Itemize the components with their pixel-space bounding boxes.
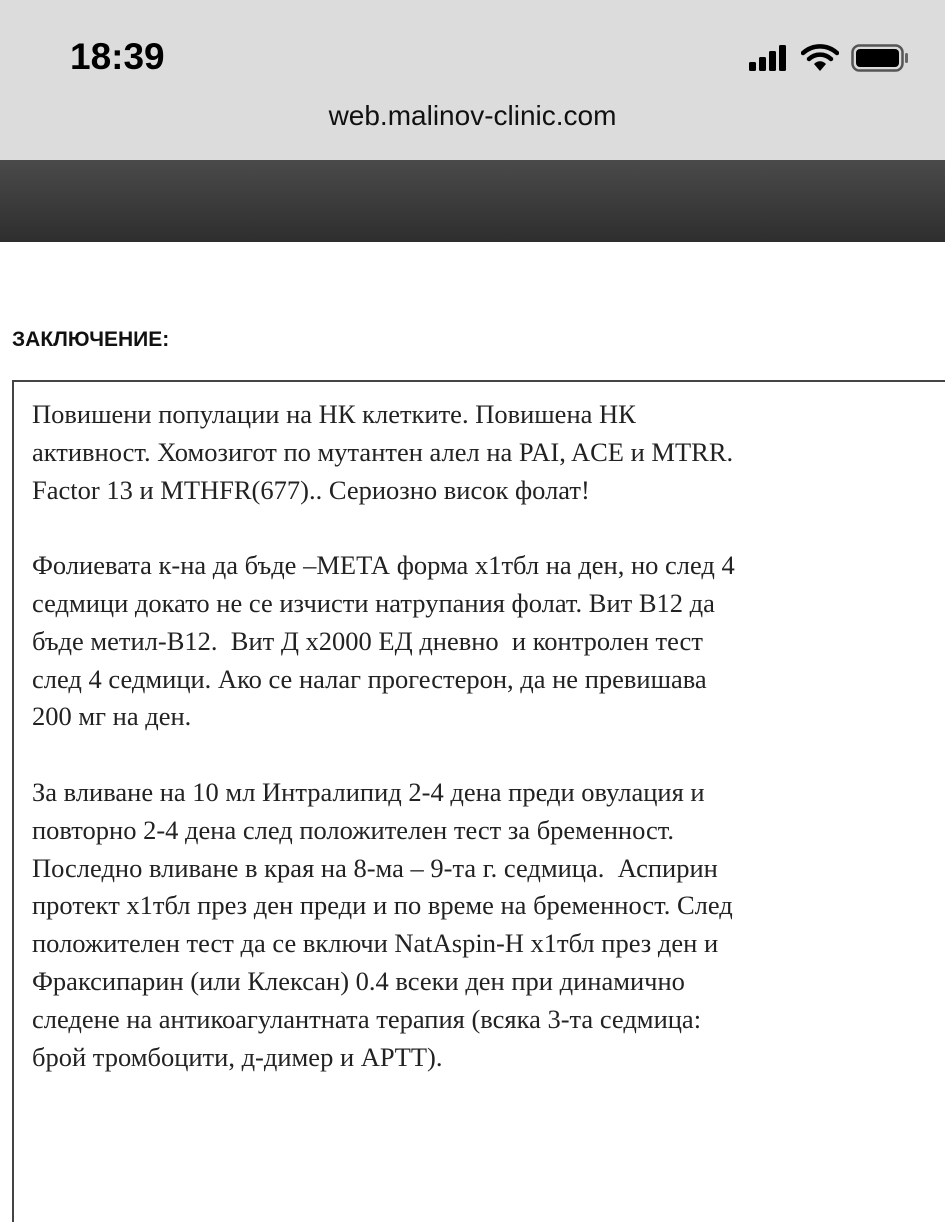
text-line: след 4 седмици. Ако се налаг прогестерон, да не превишава <box>32 663 707 694</box>
text-line: Фолиевата к-на да бъде –МЕТА форма х1тбл на ден, но след 4 <box>32 550 735 581</box>
battery-icon <box>851 44 909 72</box>
text-line: активност. Хомозигот по мутантен алел на PAI, ACE и MTRR. <box>32 436 734 467</box>
clock: 18:39 <box>70 36 165 77</box>
text-line: бъде метил-В12. Вит Д х2000 ЕД дневно и контролен тест <box>32 625 703 656</box>
text-line: седмици докато не се изчисти натрупания фолат. Вит В12 да <box>32 587 715 618</box>
text-line: следене на антикоагулантната терапия (всяка 3-та седмица: <box>32 1003 702 1034</box>
browser-status-bar <box>0 0 945 160</box>
text-line: протект х1тбл през ден преди и по време на бременност. След <box>32 890 733 921</box>
text-line: брой тромбоцити, д-димер и APTT). <box>32 1041 443 1072</box>
text-line: Factor 13 и MTHFR(677).. Сериозно висок фолат! <box>32 474 590 505</box>
status-icons <box>749 44 909 72</box>
text-line: 200 мг на ден. <box>32 701 192 732</box>
text-line: Повишени популации на НК клетките. Повишена НК <box>32 399 636 429</box>
paragraph <box>32 547 735 736</box>
section-heading: ЗАКЛЮЧЕНИЕ: <box>12 328 170 351</box>
text-line: повторно 2-4 дена след положителен тест за бременност. <box>32 814 674 845</box>
text-line: Последно вливане в края на 8-ма – 9-та г. седмица. Аспирин <box>32 852 718 883</box>
paragraph <box>32 774 735 1076</box>
paragraph <box>32 396 735 509</box>
cellular-signal-icon <box>749 45 789 71</box>
conclusion-text <box>32 396 735 1114</box>
text-line: Фраксипарин (или Клексан) 0.4 всеки ден при динамично <box>32 965 685 996</box>
site-header-band <box>0 160 945 242</box>
wifi-icon <box>801 44 839 72</box>
text-line: За вливане на 10 мл Интралипид 2-4 дена преди овулация и <box>32 776 705 807</box>
text-line: положителен тест да се включи NatAspin-H х1тбл през ден и <box>32 928 719 959</box>
address-bar-url[interactable]: web.malinov-clinic.com <box>328 100 617 131</box>
